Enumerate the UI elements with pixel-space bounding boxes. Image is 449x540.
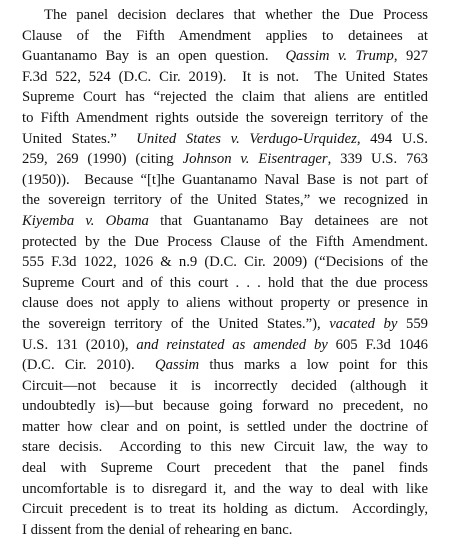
text-line [22,293,428,314]
text-segment: clause does not apply to aliens without property or presence in [22,295,428,312]
text-line [22,5,428,26]
text-line [22,108,428,129]
text-line [22,355,428,376]
text-segment: U.S. 131 (2010), [22,336,137,353]
italic-citation: and reinstated as amended by [136,336,328,353]
text-line [22,67,428,88]
text-segment: stare decisis. According to this new Circuit law, the way to [22,439,428,456]
text-line [22,211,428,232]
text-segment: matter how clear and on point, is settled under the doctrine of [22,418,428,435]
text-line [22,396,428,417]
text-segment: 559 [397,315,429,332]
text-line [22,87,428,108]
italic-citation: Kiyemba v. Obama [22,212,149,229]
text-line [22,376,428,397]
text-segment: 605 F.3d 1046 [327,336,428,353]
text-line [22,479,428,500]
text-segment: 555 F.3d 1022, 1026 & n.9 (D.C. Cir. 2009) (“Decisions of the [22,254,428,271]
text-line [22,499,428,520]
text-segment: (D.C. Cir. 2010). [22,357,156,374]
text-segment: to Fifth Amendment rights outside the sovereign territory of the [22,109,428,126]
italic-citation: United States v. Verdugo-Urquidez [136,130,357,147]
text-line [22,437,428,458]
text-segment: uncomfortable is to disregard it, and the way to deal with like [22,480,428,497]
text-segment: I dissent from the denial of rehearing en banc. [22,521,293,538]
text-segment: 259, 269 (1990) (citing [22,151,183,168]
text-segment: thus marks a low point for this [199,357,428,374]
text-segment: , 339 U.S. 763 [327,151,429,168]
text-line [22,46,428,67]
text-line [22,335,428,356]
italic-citation: vacated by [329,315,398,332]
text-segment: Circuit—not because it is incorrectly decided (although it [22,377,428,394]
text-line [22,26,428,47]
text-segment: the sovereign territory of the United States.”), [22,315,330,332]
text-segment: , 494 U.S. [356,130,428,147]
text-segment: Supreme Court has “rejected the claim that aliens are entitled [22,89,428,106]
text-segment: United States.” [22,130,137,147]
text-segment: the sovereign territory of the United States,” we recognized in [22,192,428,209]
text-segment: The panel decision declares that whether the Due Process [44,7,428,23]
text-line [22,273,428,294]
text-line [22,129,428,150]
text-line [22,252,428,273]
text-line [22,170,428,191]
text-line [22,520,428,540]
italic-citation: Qassim v. Trump [285,48,394,65]
text-line [22,149,428,170]
dissent-paragraph [22,5,428,540]
text-segment: deal with Supreme Court precedent that the panel finds [22,460,428,477]
text-line [22,458,428,479]
text-segment: (1950)). Because “[t]he Guantanamo Naval Base is not part of [22,171,428,188]
text-segment: , 927 [393,48,429,65]
text-segment: protected by the Due Process Clause of the Fifth Amendment. [22,233,428,250]
text-segment: undoubtedly is)—but because going forward no precedent, no [22,398,428,415]
text-line [22,314,428,335]
text-segment: that Guantanamo Bay detainees are not [148,212,428,229]
text-line [22,232,428,253]
text-segment: Guantanamo Bay is an open question. [22,48,286,65]
text-segment: Supreme Court and of this court . . . hold that the due process [22,274,428,291]
italic-citation: Johnson v. Eisentrager [182,151,328,168]
text-line [22,190,428,211]
text-segment: Clause of the Fifth Amendment applies to detainees at [22,27,428,44]
text-segment: Circuit precedent is to treat its holding as dictum. Accordingly, [22,501,428,518]
text-line [22,417,428,438]
italic-citation: Qassim [155,357,200,374]
text-segment: F.3d 522, 524 (D.C. Cir. 2019). It is not. The United States [22,68,428,85]
